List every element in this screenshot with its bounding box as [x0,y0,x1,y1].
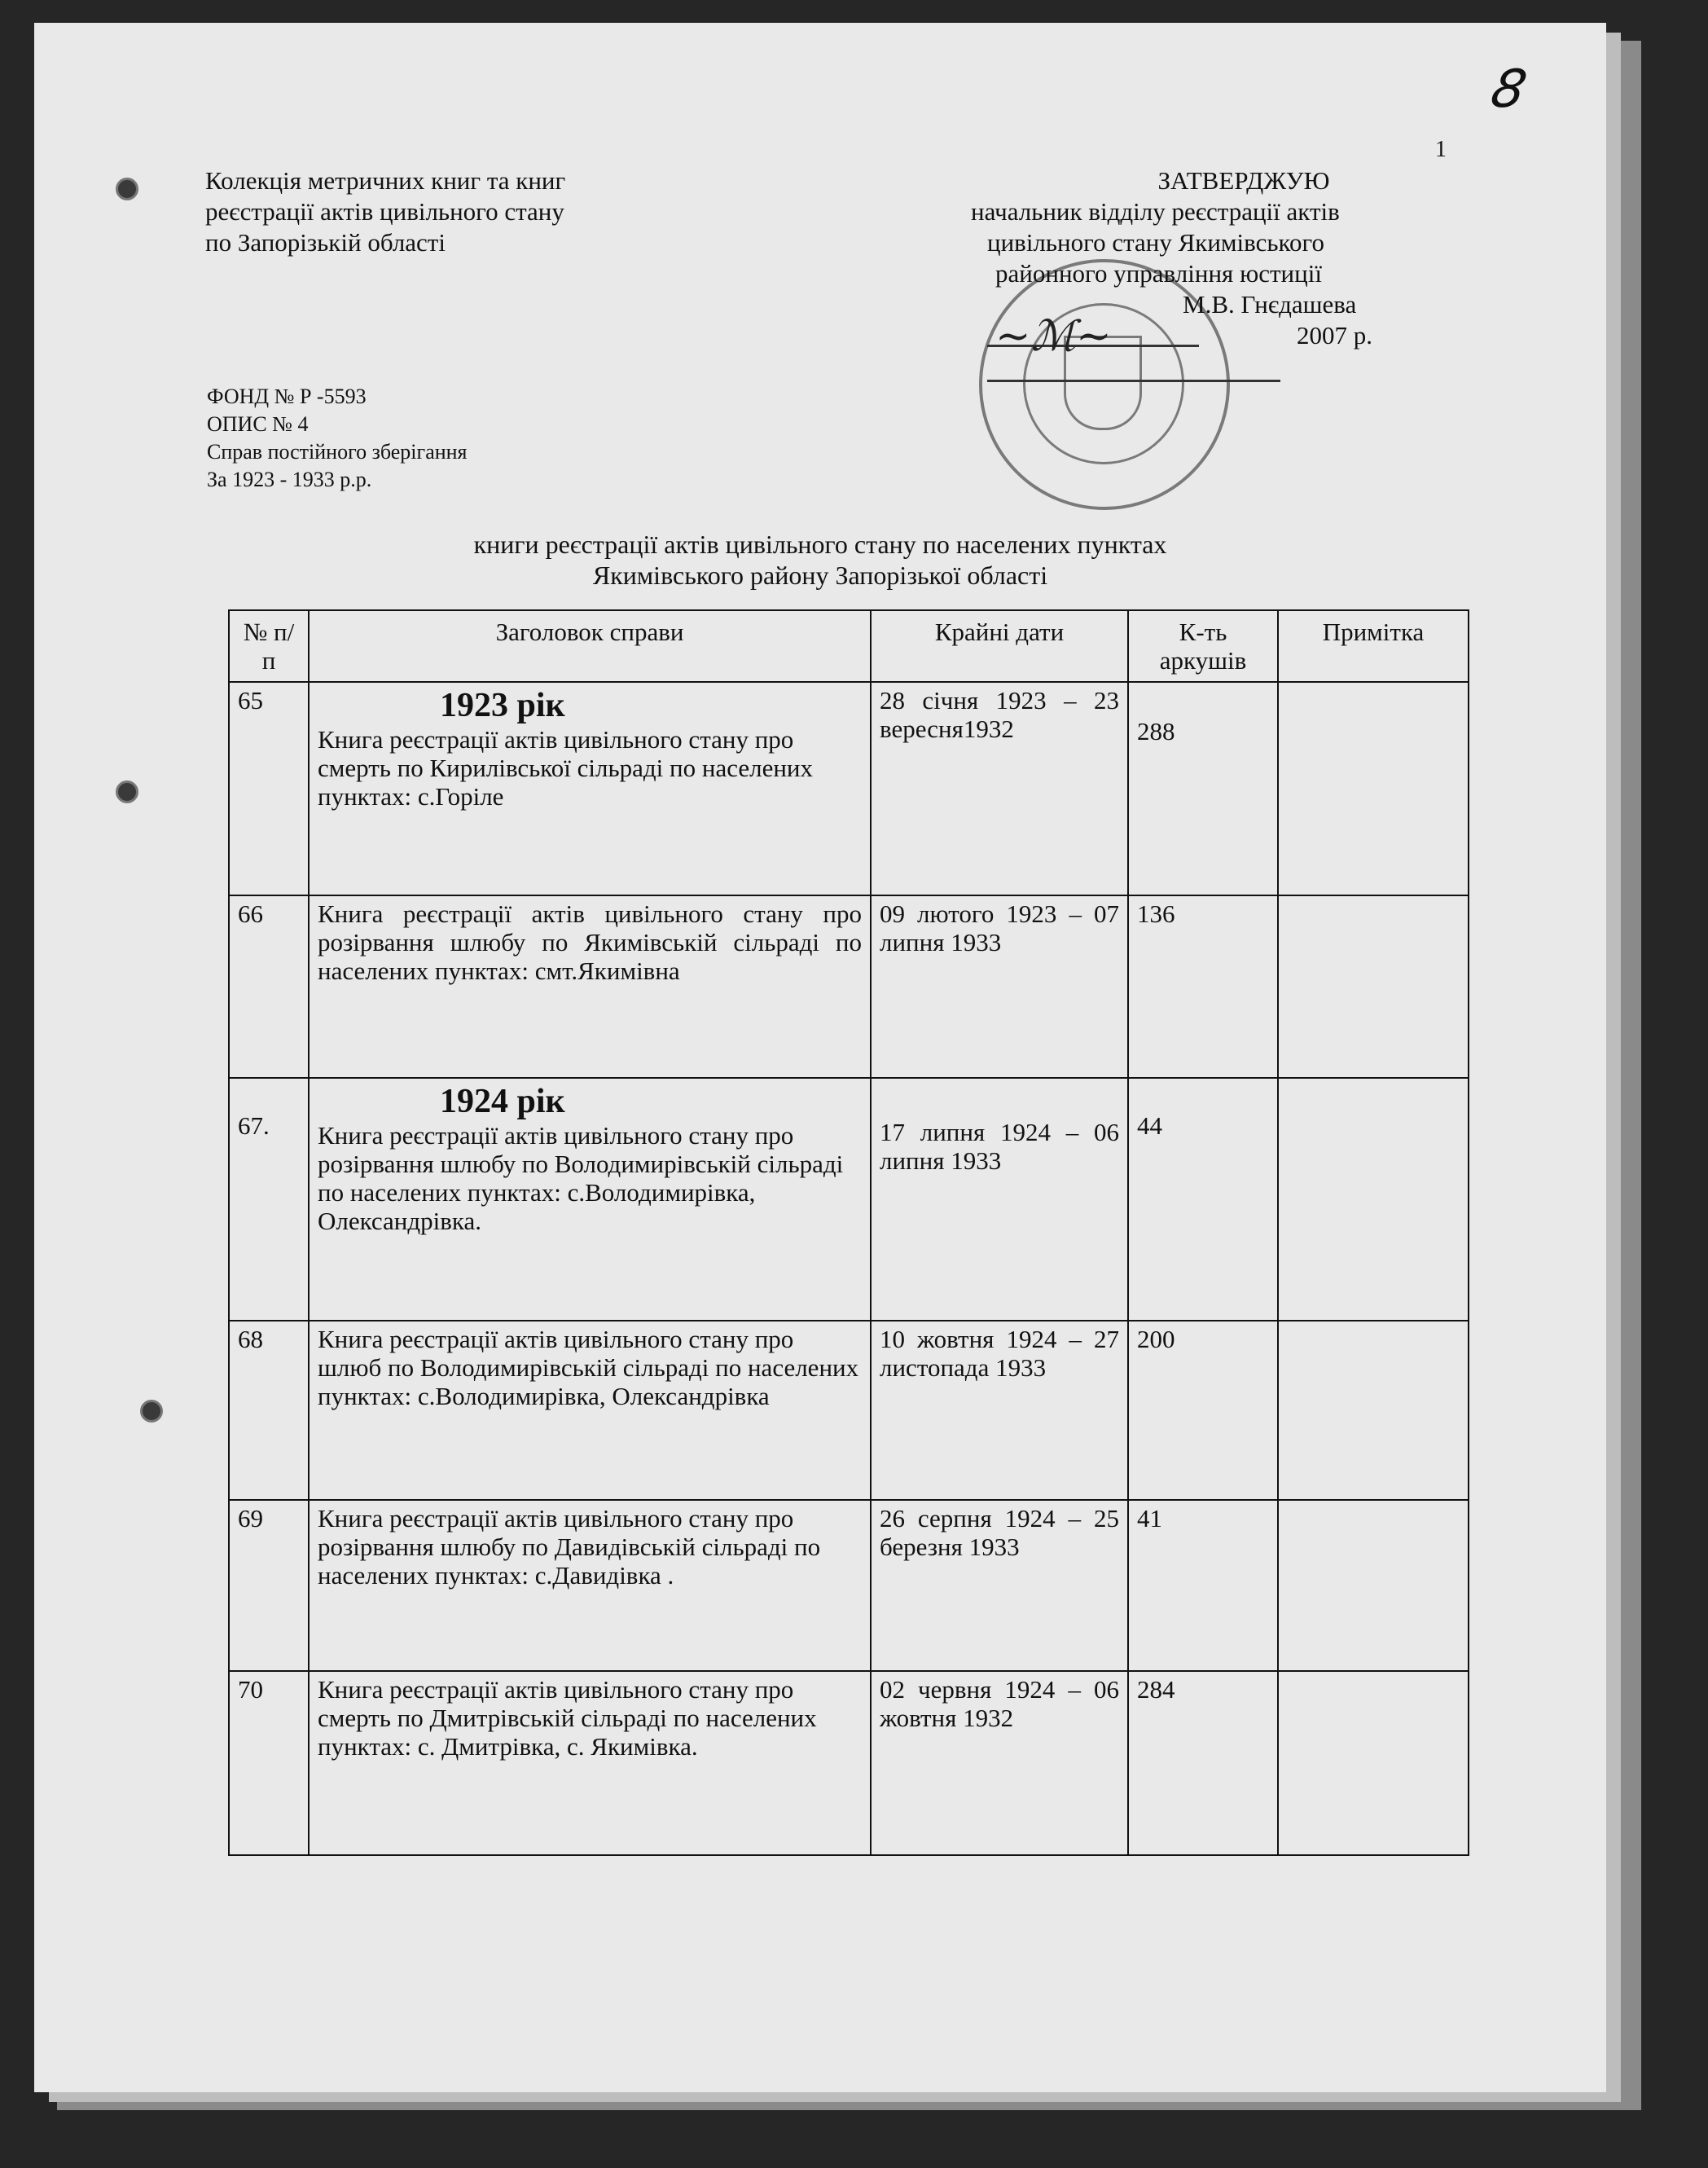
row-note [1278,1078,1469,1321]
approval-heading: ЗАТВЕРДЖУЮ [1157,166,1330,195]
row-title-text: Книга реєстрації актів цивільного стану про розірвання шлюбу по Давидівській сільраді по населених пунктах: с.Давидівка . [318,1504,821,1590]
header-right-line: начальник відділу реєстрації актів [971,197,1340,226]
row-title-text: Книга реєстрації актів цивільного стану про смерть по Дмитрівській сільраді по населених пунктах: с. Дмитрівка, с. Якимівка. [318,1675,817,1761]
table-row [229,1500,1469,1671]
row-title [309,895,871,1078]
row-note [1278,895,1469,1078]
row-title-text: Книга реєстрації актів цивільного стану про смерть по Кирилівської сільраді по населених пунктах: с.Горіле [318,725,814,811]
year-heading: 1924 рік [440,1083,565,1120]
punch-hole-icon [116,178,138,200]
row-note [1278,1671,1469,1855]
row-title [309,1321,871,1500]
row-sheets: 288 [1128,682,1278,895]
signature-icon: ~ℳ~ [995,312,1112,361]
year-heading: 1923 рік [440,687,565,724]
row-note [1278,1500,1469,1671]
fond-number: ФОНД № Р -5593 [207,385,367,408]
table-row [229,895,1469,1078]
row-sheets: 41 [1128,1500,1278,1671]
column-header-note: Примітка [1278,610,1469,682]
row-note [1278,682,1469,895]
row-number: 70 [229,1671,309,1855]
storage-type: Справ постійного зберігання [207,440,468,464]
document-title-line2: Якимівського району Запорізької області [592,561,1048,590]
row-sheets: 200 [1128,1321,1278,1500]
row-number: 65 [229,682,309,895]
row-number: 69 [229,1500,309,1671]
fond-info [207,383,468,494]
row-number: 67. [229,1078,309,1321]
page-number: 1 [1435,137,1447,162]
row-number: 66 [229,895,309,1078]
row-title-text: Книга реєстрації актів цивільного стану про розірвання шлюбу по Володимирівській сільраді по населених пунктах: с.Володимирівка, Олександрівка. [318,1121,844,1235]
document-title-line1: книги реєстрації актів цивільного стану по населених пунктах [473,530,1167,559]
approval-year: 2007 р. [1297,321,1372,350]
approver-name: М.В. Гнєдашева [1183,290,1357,319]
header-left [205,165,565,258]
row-sheets: 136 [1128,895,1278,1078]
column-header-dates: Крайні дати [871,610,1128,682]
table-header-row [229,610,1469,682]
row-title-text: Книга реєстрації актів цивільного стану про шлюб по Володимирівській сільраді по населених пунктах: с.Володимирівка, Олександрівка [318,1325,859,1410]
row-note [1278,1321,1469,1500]
row-title [309,1671,871,1855]
table-row [229,682,1469,895]
opis-number: ОПИС № 4 [207,412,309,436]
header-left-line: реєстрації актів цивільного стану [205,197,564,226]
register-table [228,609,1469,1856]
date-line [987,380,1280,382]
row-title [309,682,871,895]
row-sheets: 44 [1128,1078,1278,1321]
row-title [309,1078,871,1321]
punch-hole-icon [116,781,138,803]
row-dates: 17 липня 1924 – 06 липня 1933 [871,1078,1128,1321]
row-dates: 28 січня 1923 – 23 вересня1932 [871,682,1128,895]
table-row [229,1078,1469,1321]
table-row [229,1321,1469,1500]
row-dates: 10 жовтня 1924 – 27 листопада 1933 [871,1321,1128,1500]
column-header-sheets: К-ть аркушів [1128,610,1278,682]
column-header-title: Заголовок справи [309,610,871,682]
header-left-line: Колекція метричних книг та книг [205,166,566,195]
row-title-text: Книга реєстрації актів цивільного стану про розірвання шлюбу по Якимівській сільраді по населених пунктах: смт.Якимівна [318,899,862,985]
row-number: 68 [229,1321,309,1500]
table-row [229,1671,1469,1855]
handwritten-page-number: 8 [1486,59,1532,120]
document-page [34,23,1606,2092]
date-range: За 1923 - 1933 р.р. [207,468,372,491]
punch-hole-icon [140,1400,163,1423]
row-sheets: 284 [1128,1671,1278,1855]
row-dates: 09 лютого 1923 – 07 липня 1933 [871,895,1128,1078]
row-dates: 02 червня 1924 – 06 жовтня 1932 [871,1671,1128,1855]
column-header-num: № п/п [229,610,309,682]
header-left-line: по Запорізькій області [205,228,446,257]
header-right-line: цивільного стану Якимівського [987,228,1324,257]
row-dates: 26 серпня 1924 – 25 березня 1933 [871,1500,1128,1671]
row-title [309,1500,871,1671]
header-right-line: районного управління юстиції [995,259,1322,288]
